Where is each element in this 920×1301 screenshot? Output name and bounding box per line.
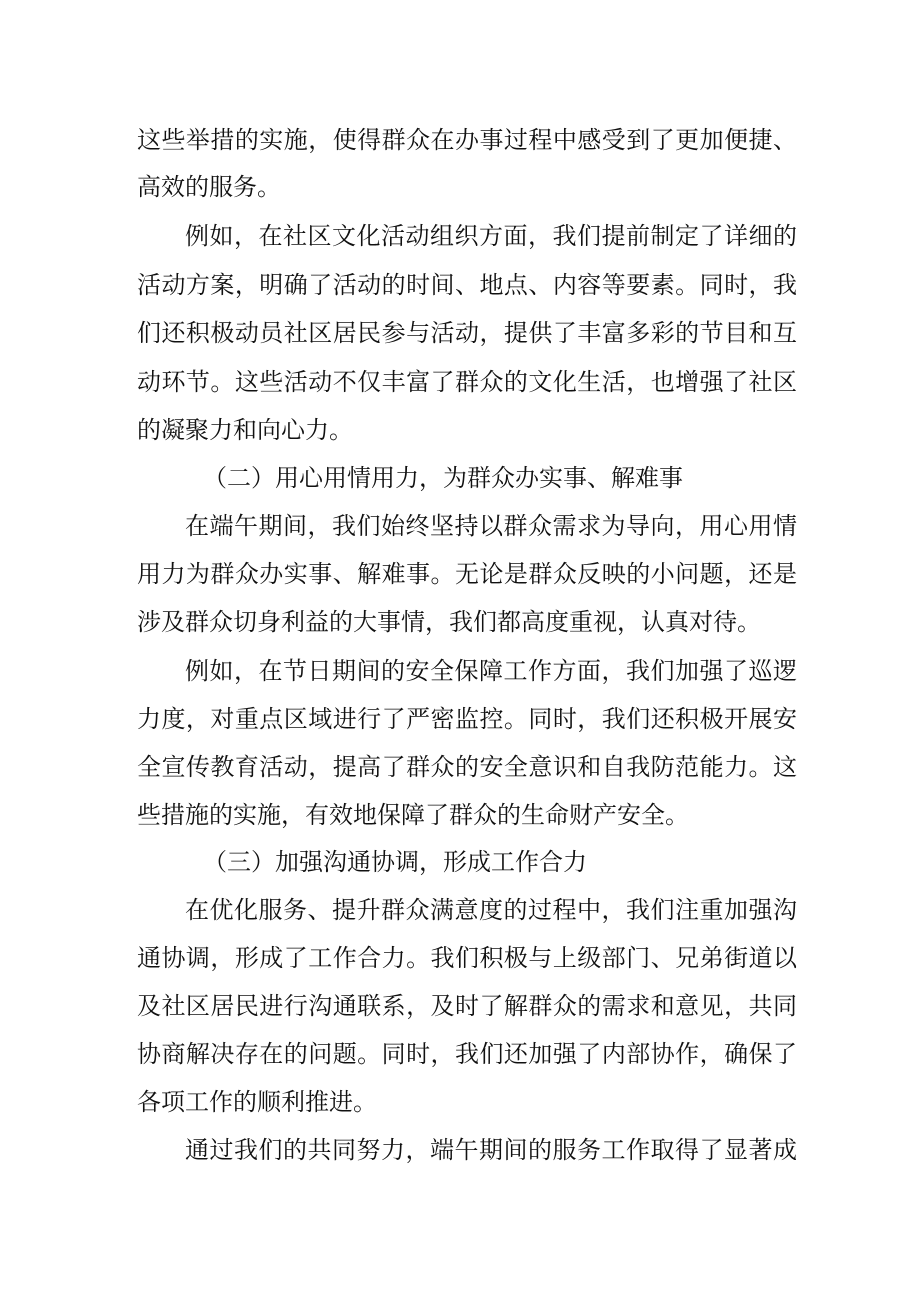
- paragraph-line: 协商解决存在的问题。同时，我们还加强了内部协作，确保了: [137, 1040, 797, 1068]
- paragraph-line: 动环节。这些活动不仅丰富了群众的文化生活，也增强了社区: [137, 368, 797, 396]
- paragraph-line: 这些举措的实施，使得群众在办事过程中感受到了更加便捷、: [137, 126, 797, 154]
- paragraph-line: 在优化服务、提升群众满意度的过程中，我们注重加强沟: [185, 896, 797, 924]
- paragraph-line: 高效的服务。: [137, 173, 281, 201]
- paragraph-line: 全宣传教育活动，提高了群众的安全意识和自我防范能力。这: [137, 753, 797, 781]
- paragraph-line: 用力为群众办实事、解难事。无论是群众反映的小问题，还是: [137, 560, 797, 588]
- paragraph-line: 在端午期间，我们始终坚持以群众需求为导向，用心用情: [185, 512, 797, 540]
- paragraph-line: 例如，在社区文化活动组织方面，我们提前制定了详细的: [185, 222, 797, 250]
- paragraph-line: 例如，在节日期间的安全保障工作方面，我们加强了巡逻: [185, 657, 797, 685]
- paragraph-line: 些措施的实施，有效地保障了群众的生命财产安全。: [137, 801, 689, 829]
- paragraph-line: 们还积极动员社区居民参与活动，提供了丰富多彩的节目和互: [137, 319, 797, 347]
- paragraph-line: 通协调，形成了工作合力。我们积极与上级部门、兄弟街道以: [137, 944, 797, 972]
- paragraph-line: 各项工作的顺利推进。: [137, 1088, 377, 1116]
- section-heading: （三）加强沟通协调，形成工作合力: [203, 848, 587, 876]
- paragraph-line: 涉及群众切身利益的大事情，我们都高度重视，认真对待。: [137, 608, 761, 636]
- paragraph-line: 的凝聚力和向心力。: [137, 416, 353, 444]
- paragraph-line: 活动方案，明确了活动的时间、地点、内容等要素。同时，我: [137, 271, 797, 299]
- section-heading: （二）用心用情用力，为群众办实事、解难事: [203, 464, 683, 492]
- paragraph-line: 力度，对重点区域进行了严密监控。同时，我们还积极开展安: [137, 705, 797, 733]
- paragraph-line: 通过我们的共同努力，端午期间的服务工作取得了显著成: [185, 1136, 797, 1164]
- paragraph-line: 及社区居民进行沟通联系，及时了解群众的需求和意见，共同: [137, 992, 797, 1020]
